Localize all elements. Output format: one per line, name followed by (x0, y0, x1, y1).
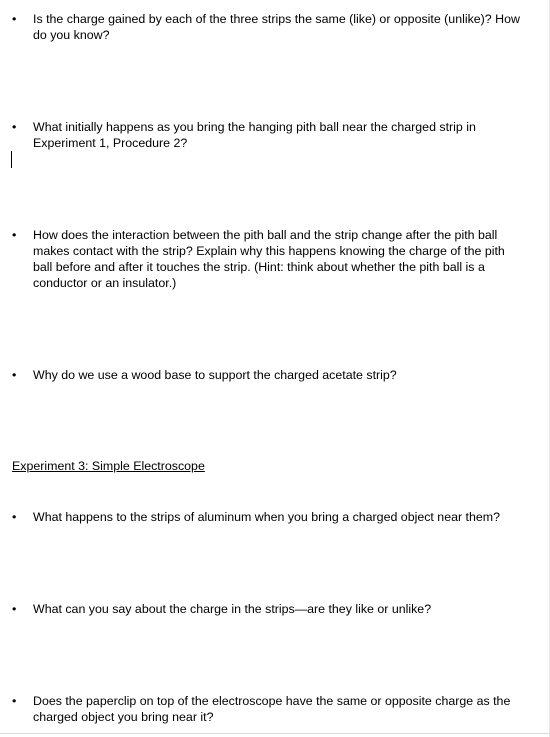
question-text: What can you say about the charge in the strips—are they like or unlike? (33, 602, 432, 616)
bullet: • (12, 228, 17, 242)
question-text: What initially happens as you bring the hanging pith ball near the charged strip in Experiment 1, Procedure 2? (33, 120, 476, 150)
question-text: What happens to the strips of aluminum when you bring a charged object near them? (33, 510, 500, 524)
question-text: Is the charge gained by each of the three strips the same (like) or opposite (unlike)? How do you know? (33, 12, 520, 42)
question-text: How does the interaction between the pith ball and the strip change after the pith ball makes contact with the strip? Explain why this happens knowing the charge of the pith ball before and after it touches the strip. (Hint: think about whether the pith ball is a conductor or an insulator.) (33, 228, 505, 290)
bullet: • (12, 12, 17, 26)
bullet: • (12, 510, 17, 524)
page-bottom-edge (0, 733, 550, 734)
section-heading: Experiment 3: Simple Electroscope (12, 459, 205, 473)
question-text: Does the paperclip on top of the electroscope have the same or opposite charge as the charged object you bring near it? (33, 694, 511, 724)
bullet: • (12, 694, 17, 708)
text-cursor (11, 151, 12, 168)
bullet: • (12, 120, 17, 134)
bullet: • (12, 368, 17, 382)
question-text: Why do we use a wood base to support the charged acetate strip? (33, 368, 397, 382)
bullet: • (12, 602, 17, 616)
